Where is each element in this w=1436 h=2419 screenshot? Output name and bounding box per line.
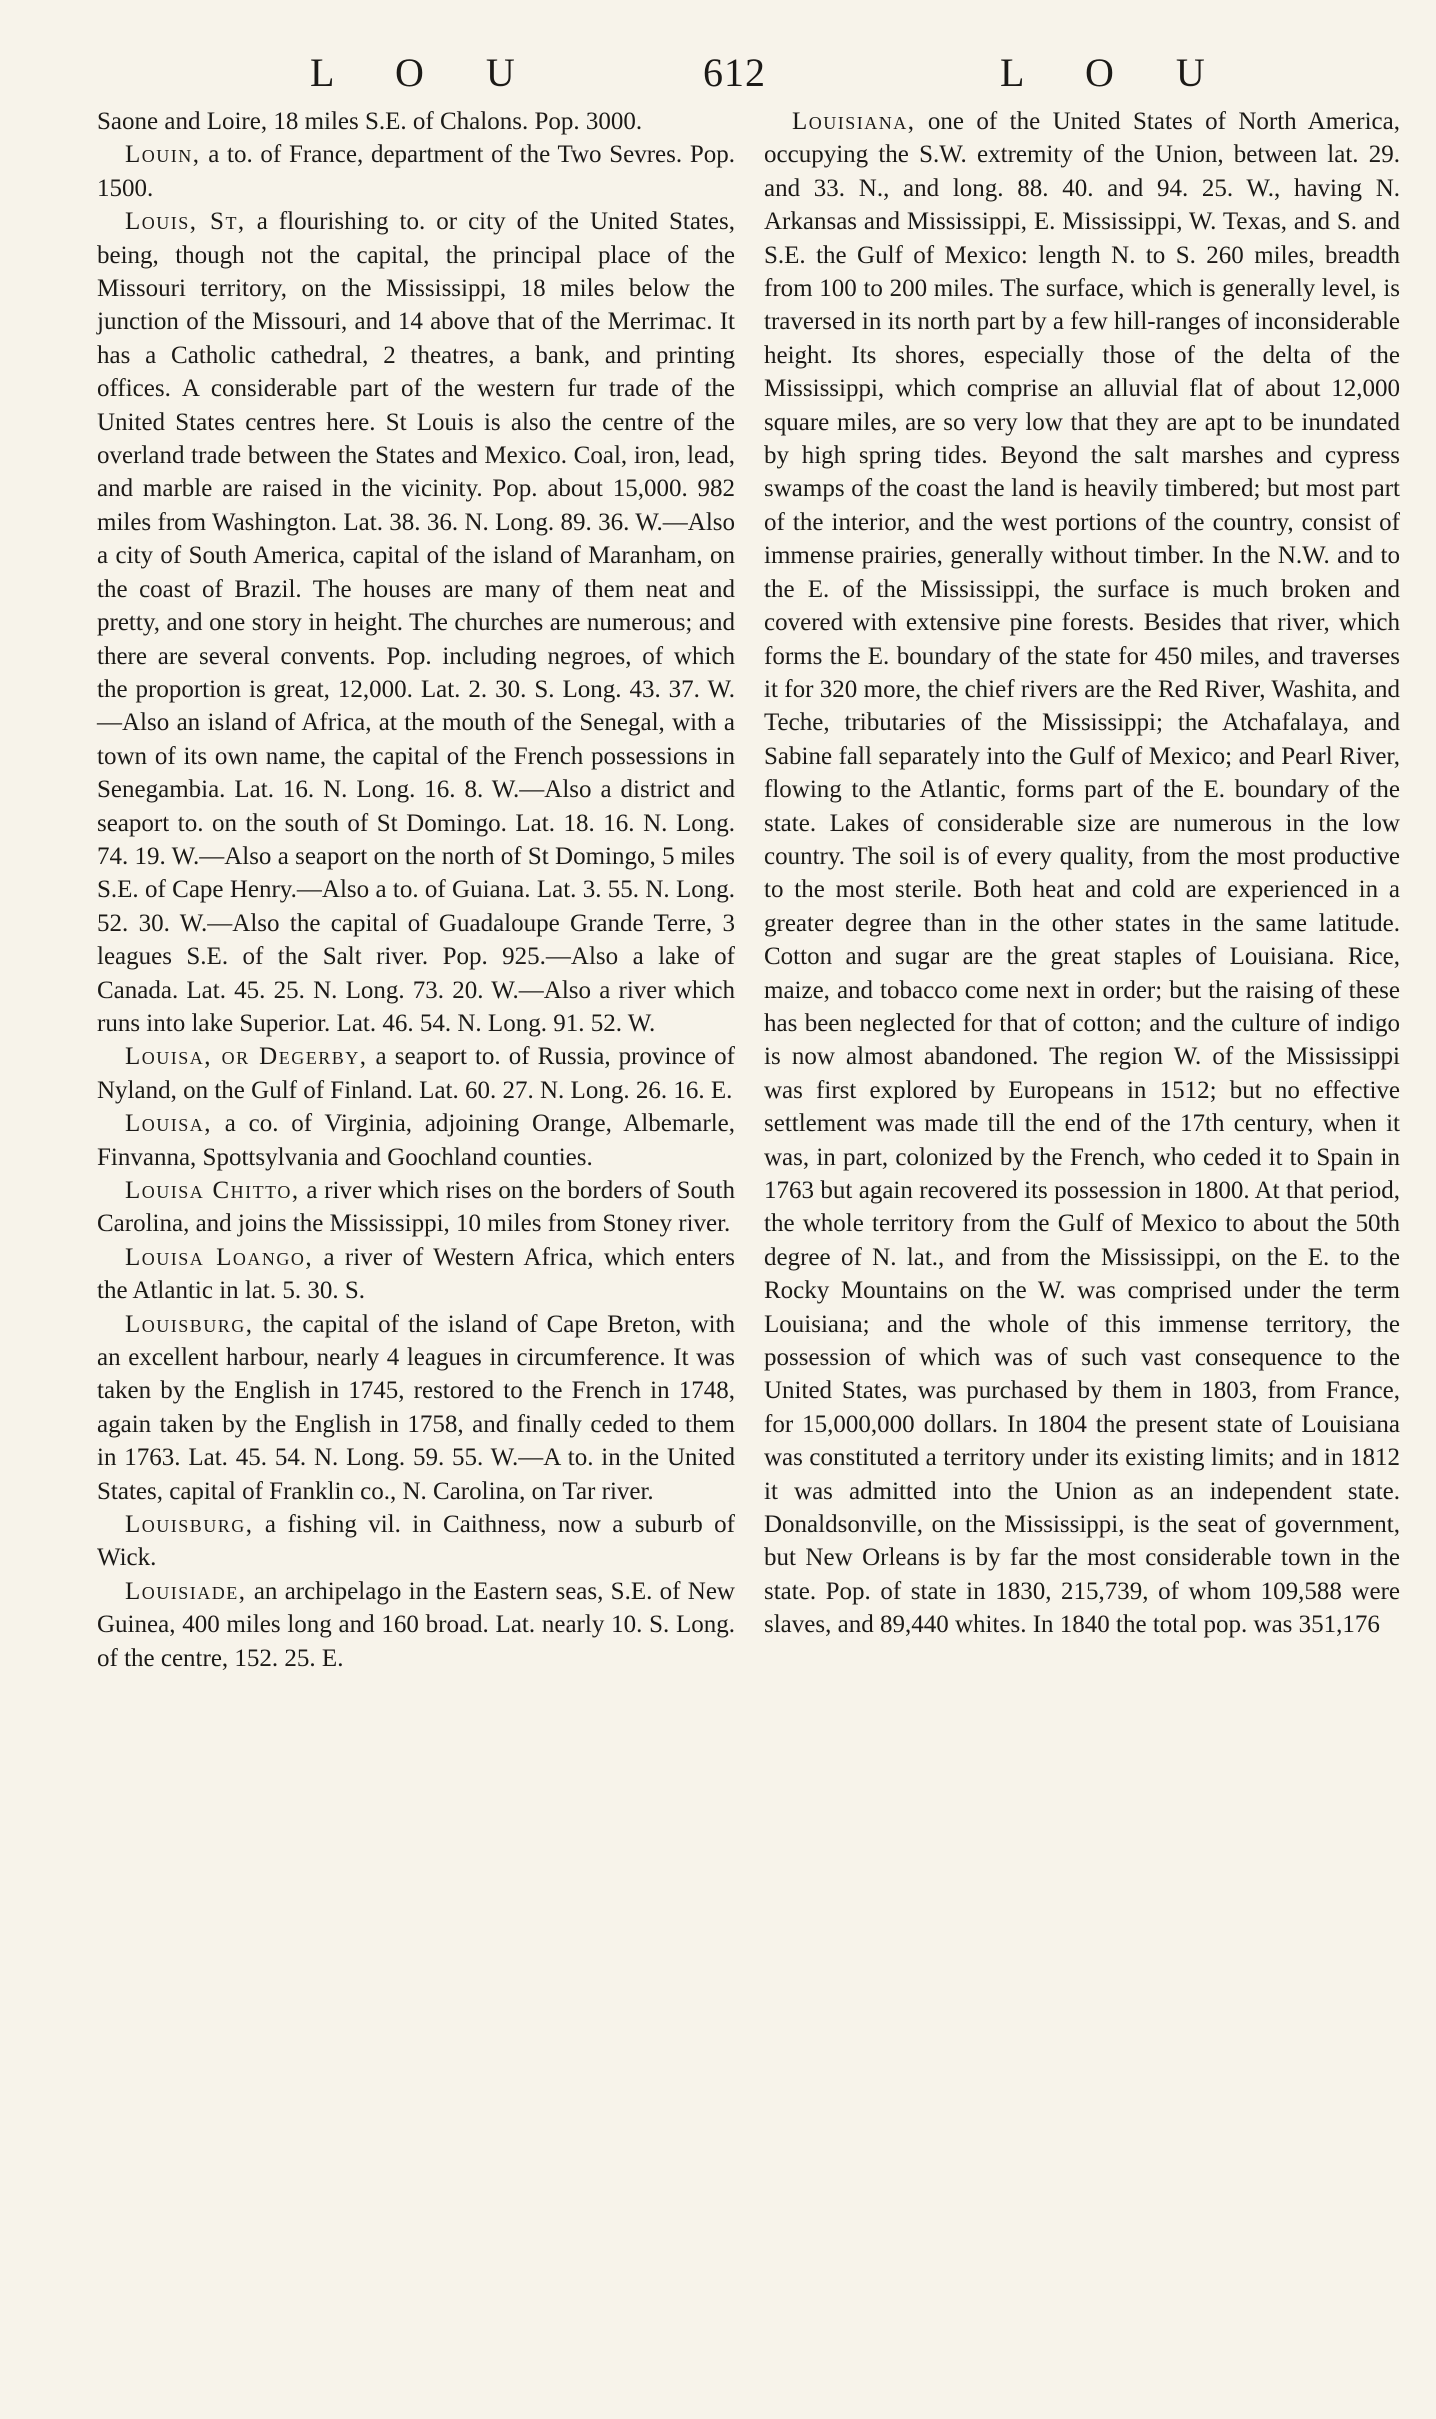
entry-paragraph — [97, 105, 735, 138]
entry-paragraph — [97, 1241, 735, 1308]
entry-text: a seaport to. of Russia, province of Nyland, on the Gulf of Finland. Lat. 60. 27. N. Long. 26. 16. E. — [97, 1043, 735, 1104]
entry-paragraph — [97, 1107, 735, 1174]
entry-paragraph — [97, 138, 735, 205]
page-number: 612 — [703, 50, 766, 95]
entry-text: a river which rises on the borders of South Carolina, and joins the Mississippi, 10 miles from Stoney river. — [97, 1177, 736, 1238]
entry-headword: Louisiade, — [125, 1577, 247, 1605]
entry-paragraph — [97, 1174, 735, 1241]
entry-text: a to. of France, department of the Two Sevres. Pop. 1500. — [97, 141, 735, 202]
entry-paragraph — [97, 1508, 735, 1575]
entry-headword: Louisiana, — [792, 108, 916, 135]
entry-paragraph — [97, 1040, 735, 1107]
entry-headword: Louis, St, — [125, 208, 246, 236]
entry-headword: Louisa, or Degerby, — [125, 1043, 368, 1071]
entry-headword: Louisa Chitto, — [125, 1177, 300, 1204]
entry-text: a co. of Virginia, adjoining Orange, Albemarle, Finvanna, Spottsylvania and Goochland counties. — [97, 1110, 735, 1171]
header-right-guide-word: L O U — [1000, 50, 1217, 95]
entry-text: Saone and Loire, 18 miles S.E. of Chalons. Pop. 3000. — [97, 108, 643, 135]
entry-text: an archipelago in the Eastern seas, S.E. of New Guinea, 400 miles long and 160 broad. Lat. nearly 10. S. Long. of the centre, 152. 25. E. — [97, 1577, 735, 1672]
header-left-guide-word: L O U — [310, 50, 527, 95]
entry-headword: Louisa Loango, — [125, 1243, 314, 1271]
entry-headword: Louin, — [125, 141, 201, 169]
entry-paragraph — [97, 1308, 735, 1508]
entry-paragraph — [97, 205, 735, 1040]
entry-paragraph — [97, 1575, 735, 1675]
entry-text: one of the United States of North America, occupying the S.W. extremity of the Union, between lat. 29. and 33. N., and long. 88. 40. and 94. 25. W., having N. Arkansas and Mississippi, E. Mississippi, W. Texas, and S. and S.E. the Gulf of Mexico: length N. to S. 260 miles, breadth from 100 to 200 miles. The surface, which is generally level, is traversed in its north part by a few hill-ranges of inconsiderable height. Its shores, especially those of the delta of the Mississippi, which comprise an alluvial flat of about 12,000 square miles, are so very low that they are apt to be inundated by high spring tides. Beyond the salt marshes and cypress swamps of the coast the land is heavily timbered; but most part of the interior, and the west portions of the country, consist of immense prairies, generally without timber. In the N.W. and to the E. of the Mississippi, the surface is much broken and covered with extensive pine forests. Besides that river, which forms the E. boundary of the state for 450 miles, and traverses it for 320 more, the chief rivers are the Red River, Washita, and Teche, tributaries of the Mississippi; the Atchafalaya, and Sabine fall separately into the Gulf of Mexico; and Pearl River, flowing to the Atlantic, forms part of the E. boundary of the state. Lakes of considerable size are numerous in the low country. The soil is of every quality, from the most productive to the most sterile. Both heat and cold are experienced in a greater degree than in the other states in the same latitude. Cotton and sugar are the great staples of Louisiana. Rice, maize, and tobacco come next in order; but the raising of these has been neglected for that of cotton; and the culture of indigo is now almost abandoned. The region W. of the Mississippi was first explored by Europeans in 1512; but no effective settlement was made till the end of the 17th century, when it was, in part, colonized by the French, who ceded it to Spain in 1763 but again recovered its possession in 1800. At that period, the whole territory from the Gulf of Mexico to about the 50th degree of N. lat., and from the Mississippi, on the E. to the Rocky Mountains on the W. was comprised under the term Louisiana; and the whole of this immense territory, the possession of which was of such vast consequence to the United States, was purchased by them in 1803, from France, for 15,000,000 dollars. In 1804 the present state of Louisiana was constituted a territory under its existing limits; and in 1812 it was admitted into the Union as an independent state. Donaldsonville, on the Mississippi, is the seat of government, but New Orleans is by far the most considerable town in the state. Pop. of state in 1830, 215,739, of whom 109,588 were slaves, and 89,440 whites. In 1840 the total pop. was 351,176 — [764, 108, 1400, 1639]
left-column — [97, 105, 735, 1675]
entry-text: the capital of the island of Cape Breton, with an excellent harbour, nearly 4 leagues in circumference. It was taken by the English in 1745, restored to the French in 1748, again taken by the English in 1758, and finally ceded to them in 1763. Lat. 45. 54. N. Long. 59. 55. W.—A to. in the United States, capital of Franklin co., N. Carolina, on Tar river. — [97, 1310, 735, 1505]
entry-text: a river of Western Africa, which enters the Atlantic in lat. 5. 30. S. — [97, 1243, 735, 1305]
running-header — [100, 48, 1336, 98]
entry-headword: Louisa, — [125, 1110, 213, 1138]
entry-headword: Louisburg, — [125, 1310, 254, 1338]
right-column — [764, 105, 1400, 1642]
entry-paragraph — [764, 105, 1400, 1642]
entry-text: a flourishing to. or city of the United States, being, though not the capital, the principal place of the Missouri territory, on the Mississippi, 18 miles below the junction of the Missouri, and 14 above that of the Merrimac. It has a Catholic cathedral, 2 theatres, a bank, and printing offices. A considerable part of the western fur trade of the United States centres here. St Louis is also the centre of the overland trade between the States and Mexico. Coal, iron, lead, and marble are raised in the vicinity. Pop. about 15,000. 982 miles from Washington. Lat. 38. 36. N. Long. 89. 36. W.—Also a city of South America, capital of the island of Maranham, on the coast of Brazil. The houses are many of them neat and pretty, and one story in height. The churches are numerous; and there are several convents. Pop. including negroes, of which the proportion is great, 12,000. Lat. 2. 30. S. Long. 43. 37. W.—Also an island of Africa, at the mouth of the Senegal, with a town of its own name, the capital of the French possessions in Senegambia. Lat. 16. N. Long. 16. 8. W.—Also a district and seaport to. on the south of St Domingo. Lat. 18. 16. N. Long. 74. 19. W.—Also a seaport on the north of St Domingo, 5 miles S.E. of Cape Henry.—Also a to. of Guiana. Lat. 3. 55. N. Long. 52. 30. W.—Also the capital of Guadaloupe Grande Terre, 3 leagues S.E. of the Salt river. Pop. 925.—Also a lake of Canada. Lat. 45. 25. N. Long. 73. 20. W.—Also a river which runs into lake Superior. Lat. 46. 54. N. Long. 91. 52. W. — [97, 208, 735, 1037]
entry-text: a fishing vil. in Caithness, now a suburb of Wick. — [97, 1511, 735, 1572]
entry-headword: Louisburg, — [125, 1511, 254, 1539]
